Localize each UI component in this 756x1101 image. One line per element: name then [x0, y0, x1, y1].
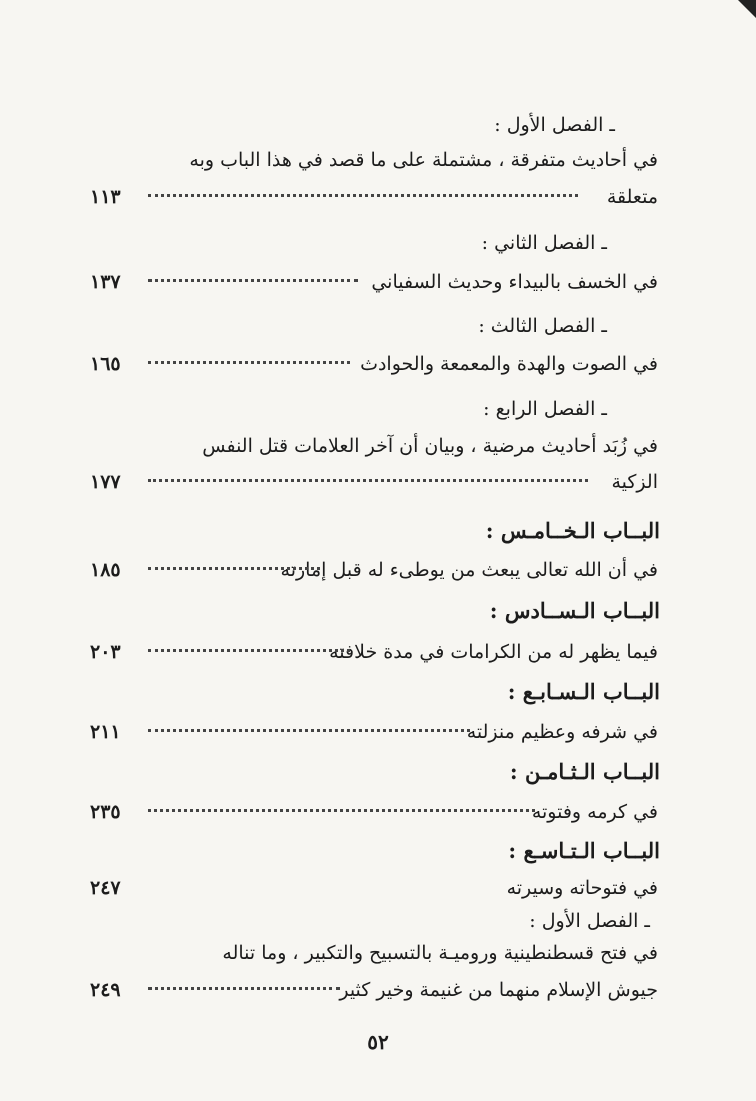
- entry-description: في الصوت والهدة والمعمعة والحوادث: [360, 353, 658, 375]
- entry-description: في فتوحاته وسيرته: [506, 877, 658, 899]
- page-number: ٢٠٣: [90, 641, 121, 663]
- entry-description: في أحاديث متفرقة ، مشتملة على ما قصد في هذا الباب وبه: [189, 149, 658, 171]
- leader-dots: [148, 361, 350, 364]
- section-heading: ـ الفصل الرابع :: [483, 398, 607, 420]
- toc-entry-row: [90, 180, 658, 214]
- toc-entry-row: [90, 635, 658, 669]
- leader-dots: [148, 279, 358, 282]
- section-heading: ـ الفصل الثاني :: [481, 232, 607, 254]
- chapter-heading: البــاب الـســادس :: [489, 598, 660, 623]
- entry-description: فيما يظهر له من الكرامات في مدة خلافته: [329, 641, 658, 663]
- toc-entry-row: [90, 871, 658, 905]
- chapter-heading: البــاب الـثـامـن :: [509, 759, 660, 784]
- toc-entry-text: [90, 429, 658, 463]
- page-number: ٢١١: [90, 721, 121, 743]
- entry-description: في أن الله تعالى يبعث من يوطىء له قبل إمارته: [280, 559, 658, 581]
- entry-description: في فتح قسطنطينية وروميـة بالتسبيح والتكبير ، وما تناله: [222, 942, 658, 964]
- toc-heading: [90, 904, 650, 938]
- toc-heading: [90, 392, 650, 426]
- entry-description: في زُبَد أحاديث مرضية ، وبيان أن آخر العلامات قتل النفس: [202, 435, 658, 457]
- leader-dots: [148, 649, 350, 652]
- toc-heading: [90, 108, 650, 142]
- leader-dots: [148, 194, 578, 197]
- toc-heading: [90, 514, 660, 548]
- toc-heading: [90, 675, 660, 709]
- toc-entry-row: [90, 973, 658, 1007]
- entry-description: جيوش الإسلام منهما من غنيمة وخير كثير: [339, 979, 658, 1001]
- page-number: ١٣٧: [90, 271, 121, 293]
- toc-heading: [90, 755, 660, 789]
- toc-heading: [90, 309, 650, 343]
- chapter-heading: البــاب الـتـاسـع :: [508, 838, 660, 863]
- toc-entry-row: [90, 465, 658, 499]
- chapter-heading: البــاب الـخــامـس :: [485, 518, 660, 543]
- chapter-heading: البــاب الـسـابـع :: [507, 679, 660, 704]
- entry-description: في الخسف بالبيداء وحديث السفياني: [371, 271, 658, 293]
- toc-entry-row: [90, 795, 658, 829]
- toc-entry-row: [90, 347, 658, 381]
- toc-entry-row: [90, 265, 658, 299]
- leader-dots: [148, 479, 588, 482]
- toc-entry-text: [90, 936, 658, 970]
- page-folio-number: ٥٢: [367, 1030, 389, 1054]
- leader-dots: [148, 567, 320, 570]
- toc-entry-row: [90, 715, 658, 749]
- entry-description: متعلقة: [606, 186, 658, 208]
- entry-description: الزكية: [611, 471, 658, 493]
- leader-dots: [148, 809, 535, 812]
- section-heading: ـ الفصل الأول :: [494, 114, 615, 136]
- toc-heading: [90, 834, 660, 868]
- section-heading: ـ الفصل الأول :: [529, 910, 650, 932]
- toc-entry-row: [90, 553, 658, 587]
- toc-entry-text: [90, 143, 658, 177]
- page-number: ٢٤٩: [90, 979, 121, 1001]
- toc-heading: [90, 594, 660, 628]
- page-number: ١١٣: [90, 186, 121, 208]
- entry-description: في شرفه وعظيم منزلته: [466, 721, 658, 743]
- leader-dots: [148, 987, 340, 990]
- leader-dots: [148, 729, 470, 732]
- page-number: ١٧٧: [90, 471, 121, 493]
- page-number: ١٦٥: [90, 353, 121, 375]
- entry-description: في كرمه وفتوته: [531, 801, 658, 823]
- toc-heading: [90, 226, 650, 260]
- page-number: ٢٤٧: [90, 877, 121, 899]
- section-heading: ـ الفصل الثالث :: [478, 315, 607, 337]
- page-number: ١٨٥: [90, 559, 121, 581]
- page-number: ٢٣٥: [90, 801, 121, 823]
